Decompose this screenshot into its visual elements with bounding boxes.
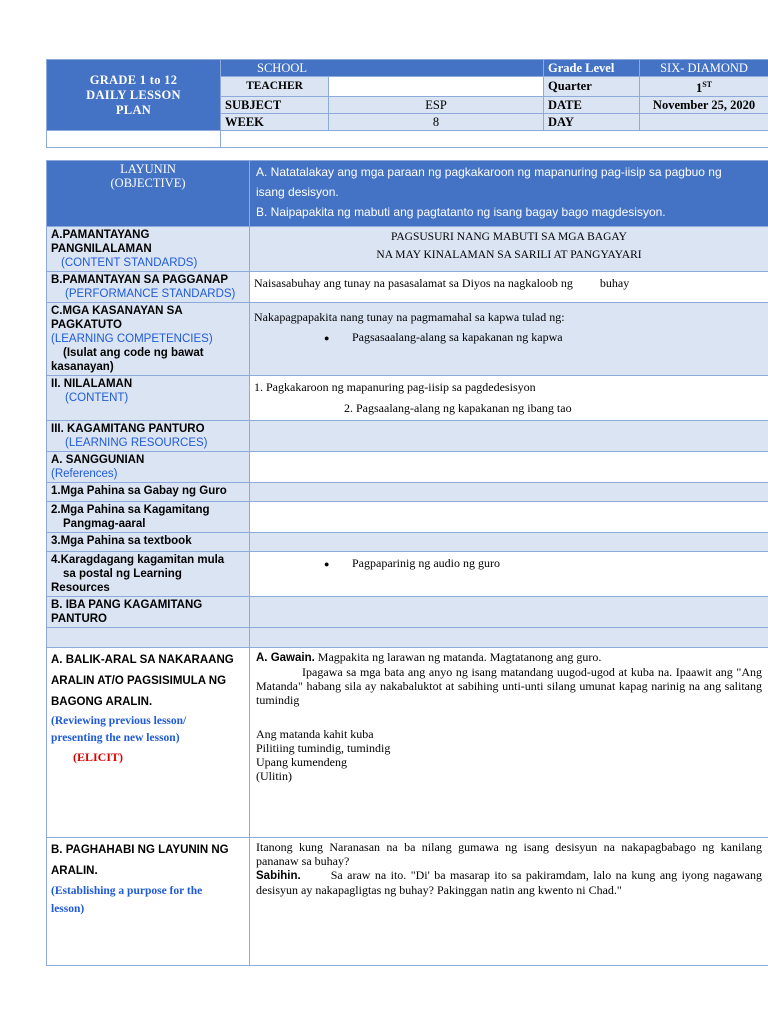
date-label: DATE (544, 97, 640, 114)
dlp-title-line2: DAILY LESSON (86, 87, 181, 102)
header-blank-right (221, 131, 768, 148)
review-value (250, 648, 768, 838)
additional-bullet-item: ● Pagpaparinig ng audio ng guro (324, 556, 500, 570)
content-value: 1. Pagkakaroon ng mapanuring pag-iisip sa pagdedesisyon 2. Pagsaalang-alang ng kapakanan ng ibang tao (250, 376, 768, 421)
date-value: November 25, 2020 (640, 97, 768, 114)
song-line-4: (Ulitin) (256, 769, 292, 783)
learning-competencies-value: Nakapagpapakita nang tunay na pagmamahal sa kapwa tulad ng: ● Pagsasaalang-alang sa kapakanan ng kapwa (250, 303, 768, 376)
quarter-value: 1ST (640, 77, 768, 97)
spacer-left (47, 628, 250, 648)
additional-materials-label: 4.Karagdagang kagamitan mula sa postal ng Learning Resources (47, 552, 250, 597)
learner-material-pages-label: 2.Mga Pahina sa Kagamitang Pangmag-aaral (47, 502, 250, 533)
dlp-title (47, 60, 221, 131)
performance-standards-label: B.PAMANTAYAN SA PAGGANAP (PERFORMANCE STANDARDS) (47, 272, 250, 303)
content-label: II. NILALAMAN (CONTENT) (47, 376, 250, 421)
other-materials-label: B. IBA PANG KAGAMITANG PANTURO (47, 597, 250, 628)
objective-value (250, 161, 768, 227)
objective-a: A. Natatalakay ang mga paraan ng pagkakaroon ng mapanuring pag-iisip sa pagbuo ng isang desisyon. (256, 165, 722, 199)
gawain-line: A. Gawain. Magpakita ng larawan ng matanda. Magtatanong ang guro. (256, 650, 602, 664)
bullet-icon: ● (324, 559, 330, 570)
textbook-pages-label: 3.Mga Pahina sa textbook (47, 533, 250, 552)
review-label: A. BALIK-ARAL SA NAKARAANG ARALIN AT/O PAGSISIMULA NG BAGONG ARALIN. (Reviewing previous lesson/ presenting the new lesson) (ELICIT) (47, 648, 250, 838)
grade-level-label: Grade Level (544, 60, 640, 77)
objective-label: LAYUNIN (OBJECTIVE) (47, 161, 250, 227)
teacher-value (329, 77, 544, 97)
dlp-title-line3: PLAN (115, 102, 152, 117)
additional-materials-value (250, 552, 768, 597)
song-line-3: Upang kumendeng (256, 755, 347, 769)
gawain-paragraph: Ipagawa sa mga bata ang anyo ng isang matandang uugod-ugod at kuba na. Ipaawit ang "Ang Matanda" habang sila ay nakabaluktot at sabihing unti-unti silang umunat kapag narinig na ang salitang tumindig (256, 665, 762, 707)
header-blank-left (47, 131, 221, 148)
song-line-2: Pilitiing tumindig, tumindig (256, 741, 391, 755)
week-value: 8 (329, 114, 544, 131)
teacher-guide-pages-label: 1.Mga Pahina sa Gabay ng Guro (47, 483, 250, 502)
subject-label: SUBJECT (221, 97, 329, 114)
references-label: A. SANGGUNIAN (References) (47, 452, 250, 483)
song-line-1: Ang matanda kahit kuba (256, 727, 374, 741)
teacher-guide-pages-value (250, 483, 768, 502)
spacer-right (250, 628, 768, 648)
purpose-value (250, 838, 768, 966)
learning-resources-value (250, 421, 768, 452)
teacher-label: TEACHER (221, 77, 329, 97)
day-label: DAY (544, 114, 640, 131)
purpose-label: B. PAGHAHABI NG LAYUNIN NG ARALIN. (Establishing a purpose for the lesson) (47, 838, 250, 966)
content-standards-label: A.PAMANTAYANG PANGNILALAMAN (CONTENT STANDARDS) (47, 227, 250, 272)
performance-standards-value: Naisasabuhay ang tunay na pasasalamat sa Diyos na nagkaloob ng buhay (250, 272, 768, 303)
bullet-icon: ● (324, 333, 330, 344)
purpose-text: Itanong kung Naranasan na ba nilang gumawa ng isang desisyun na nakapagbabago ng kanilang pananaw sa buhay? (256, 840, 762, 868)
day-value (640, 114, 768, 131)
textbook-pages-value (250, 533, 768, 552)
lesson-plan-table (46, 160, 768, 966)
other-materials-value (250, 597, 768, 628)
learning-resources-label: III. KAGAMITANG PANTURO (LEARNING RESOURCES) (47, 421, 250, 452)
subject-value: ESP (329, 97, 544, 114)
header-table (46, 59, 768, 148)
dlp-title-line1: GRADE 1 to 12 (89, 72, 178, 87)
learner-material-pages-value (250, 502, 768, 533)
grade-level-value: SIX- DIAMOND (640, 60, 768, 77)
sabihin-text: Sabihin. Sa araw na ito. "Di' ba masarap ito sa pakiramdam, lalo na kung ang iyong nagawang desisyun ay nakapagligtas ng buhay? Pakinggan natin ang kwento ni Chad." (256, 868, 762, 897)
references-value (250, 452, 768, 483)
school-label: SCHOOL (221, 60, 544, 77)
learning-competencies-label: C.MGA KASANAYAN SA PAGKATUTO (LEARNING COMPETENCIES) (Isulat ang code ng bawat kasanayan) (47, 303, 250, 376)
quarter-label: Quarter (544, 77, 640, 97)
objective-b: B. Naipapakita ng mabuti ang pagtatanto ng isang bagay bago magdesisyon. (256, 205, 666, 219)
content-standards-value: PAGSUSURI NANG MABUTI SA MGA BAGAY NA MAY KINALAMAN SA SARILI AT PANGYAYARI (250, 227, 768, 272)
competency-bullet-item: ● Pagsasaalang-alang sa kapakanan ng kapwa (254, 327, 764, 348)
week-label: WEEK (221, 114, 329, 131)
